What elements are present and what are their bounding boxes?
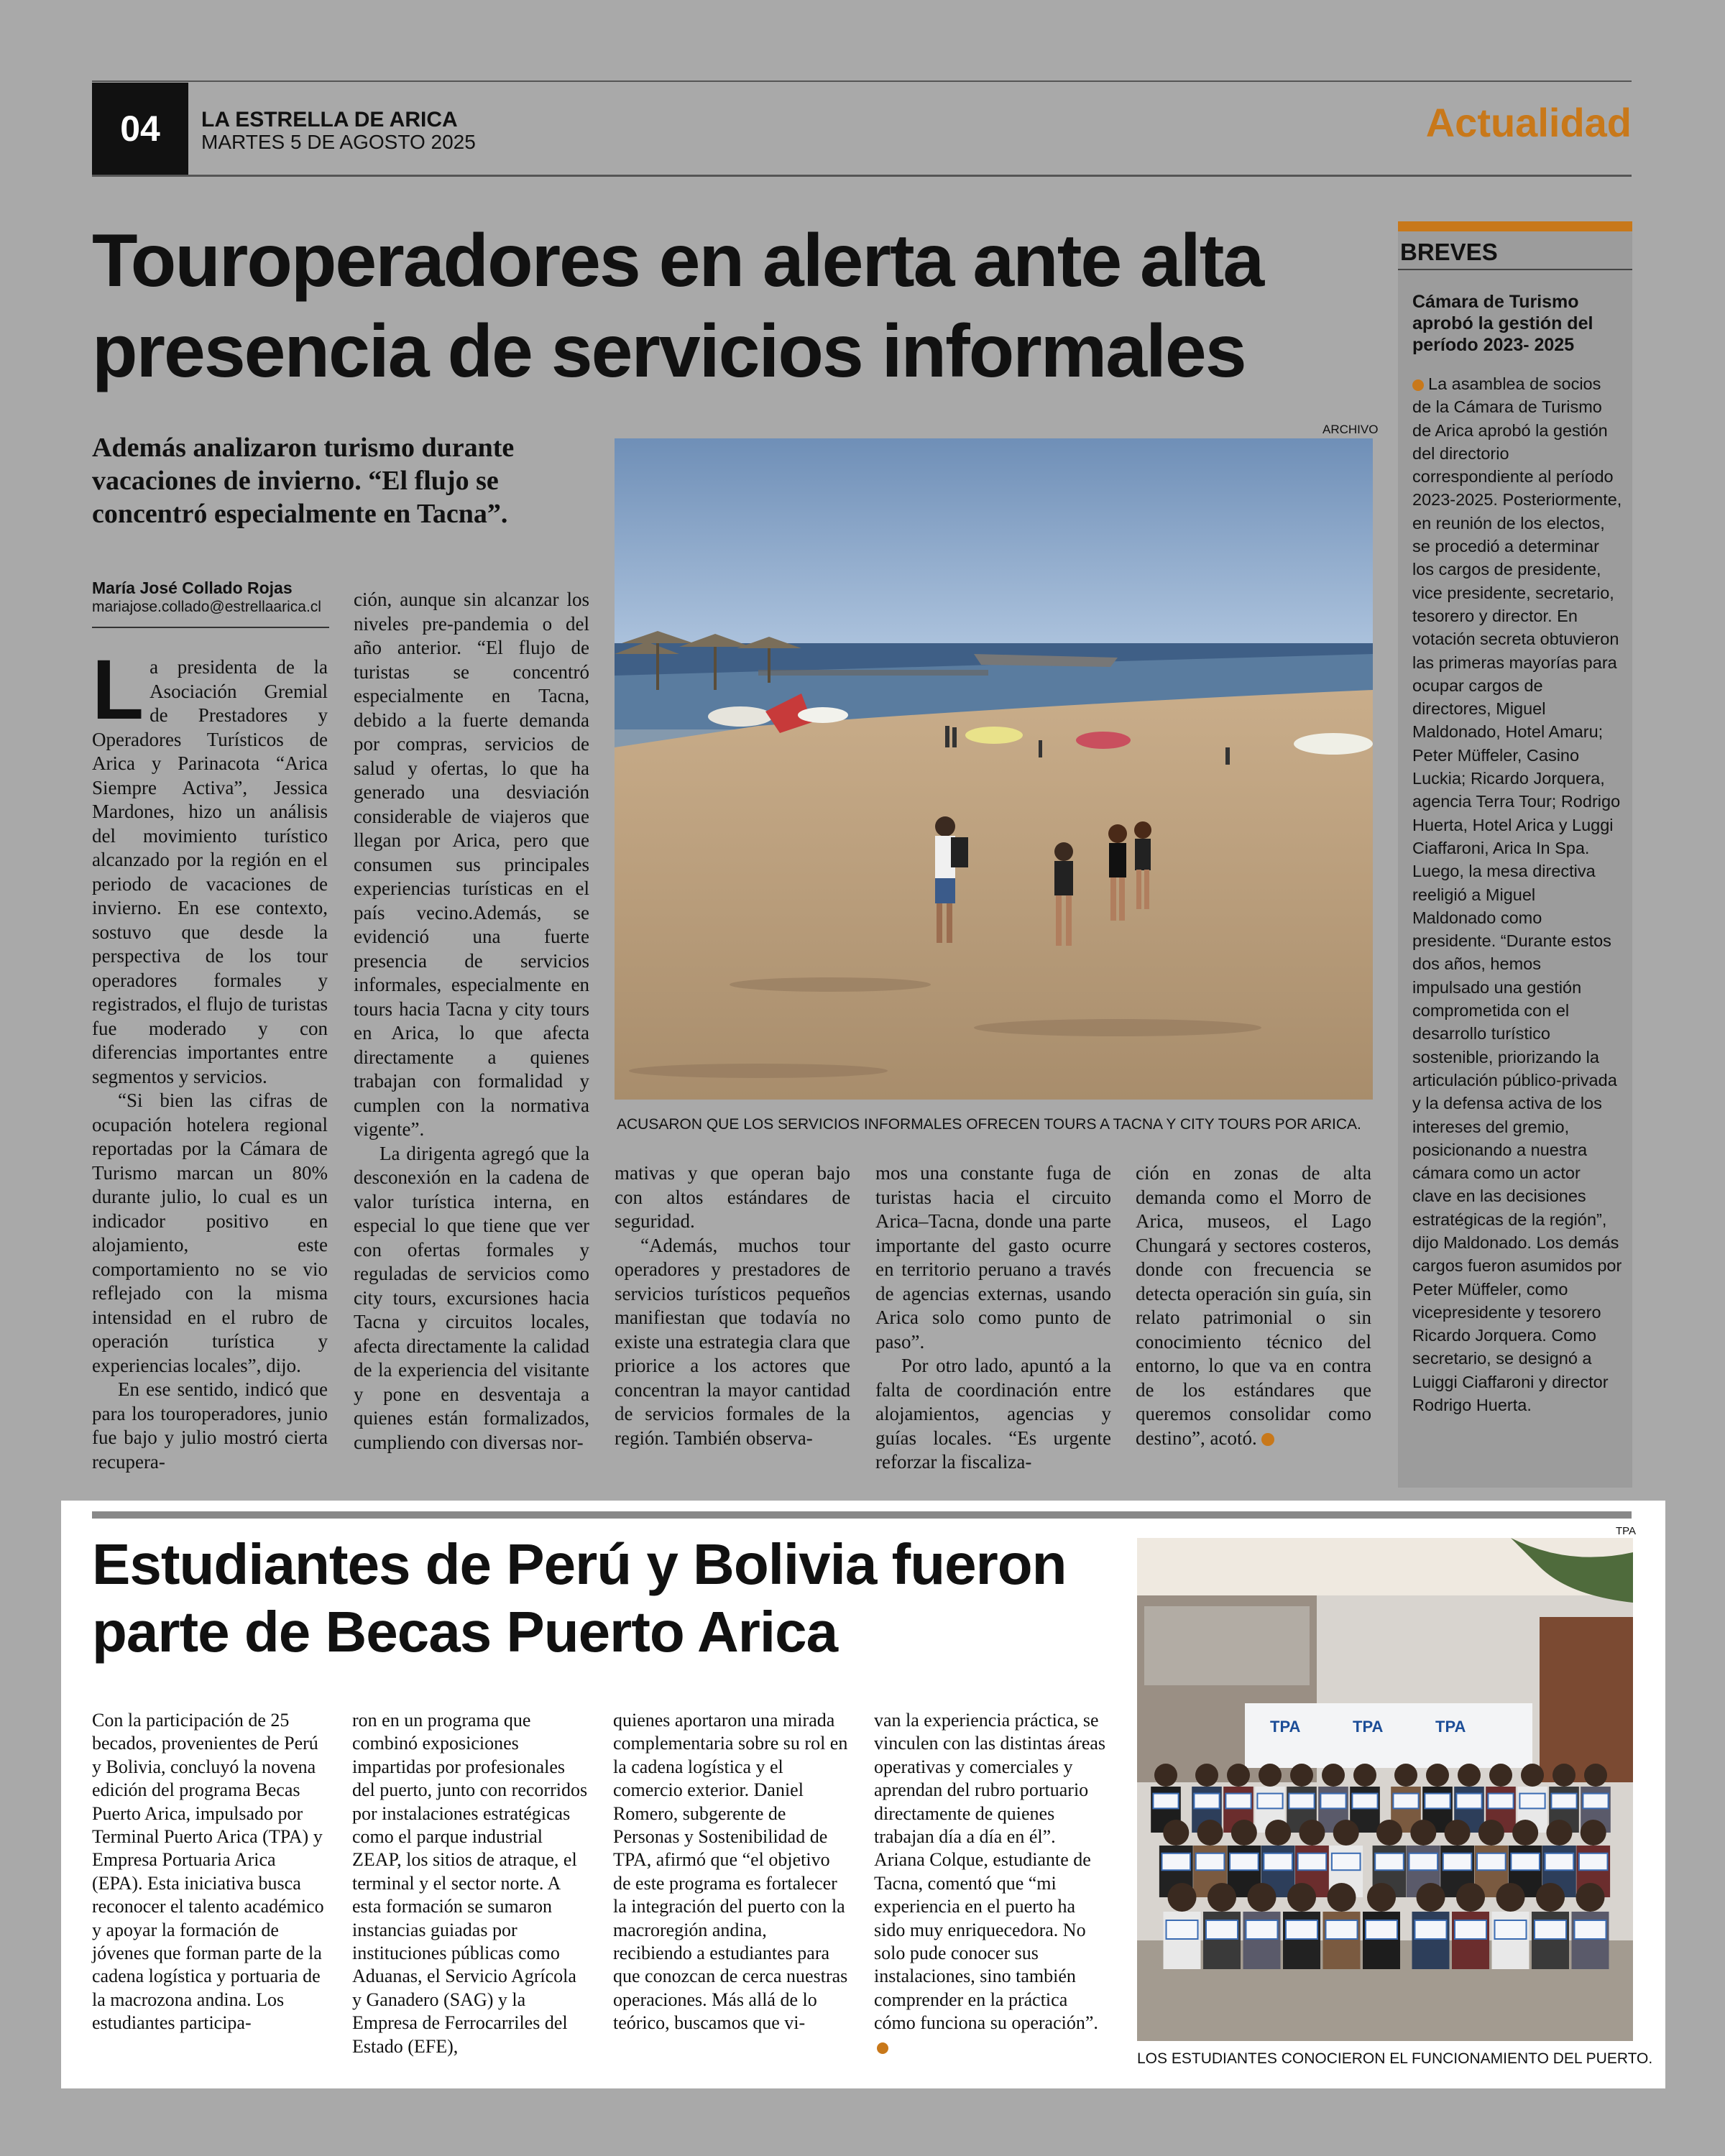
certificate (1545, 1853, 1574, 1870)
person-head (1576, 1883, 1605, 1912)
certificate (1286, 1920, 1317, 1939)
photo-caption: ACUSARON QUE LOS SERVICIOS INFORMALES OFRECEN TOURS A TACNA Y CITY TOURS POR ARICA. (617, 1116, 1361, 1133)
person-head (1478, 1820, 1504, 1846)
article-headline: Touroperadores en alerta ante alta presencia de servicios informales (92, 219, 1264, 393)
newspaper-name: LA ESTRELLA DE ARICA (201, 108, 458, 132)
person-head (1512, 1820, 1538, 1846)
certificate (1519, 1794, 1545, 1809)
certificate (1289, 1794, 1314, 1809)
article-column-3 (615, 1161, 850, 1450)
article-column-4 (875, 1161, 1111, 1475)
banner-text: TPA (1270, 1718, 1301, 1736)
person-head (1536, 1883, 1565, 1912)
paragraph: ción, aunque sin alcanzar los niveles pre-pandemia o del año anterior. “El flujo de turistas se concentró especialmente en Tacna, debido a la fuerte demanda por compras, servicios de salud y ofertas, lo que ha generado una desviación considerable de viajeros que llegan por Arica, pero que consumen sus principales experiencias turísticas en el país vecino.Además, se evidenció una fuerte presencia de servicios informales, especialmente en tours hacia Tacna y city tours en Arica, lo que afecta directamente a quienes trabajan con formalidad y cumplen con la normativa vigente”. (354, 589, 589, 1140)
article-column-2 (354, 588, 589, 1455)
certificate (1488, 1794, 1513, 1809)
paragraph: “Además, muchos tour operadores y prestadores de servicios turísticos pequeños manifiestan que todavía no existe una estrategia clara que priorice a los actores que concentran la mayor cantidad de servicios formales de la región. También observa- (615, 1234, 850, 1449)
person-head (1163, 1820, 1189, 1846)
person-head (1154, 1764, 1177, 1787)
person-head (1521, 1764, 1544, 1787)
certificate (1415, 1920, 1447, 1939)
certificate (1320, 1794, 1346, 1809)
person-head (1376, 1820, 1402, 1846)
person-head (1367, 1883, 1396, 1912)
breves-rule (1398, 269, 1632, 270)
article-deck: Además analizaron turismo durante vacaciones de invierno. “El flujo se concentró especialmente en Tacna”. (92, 433, 515, 529)
certificate (1167, 1920, 1198, 1939)
person-head (1456, 1883, 1485, 1912)
certificate (1246, 1920, 1278, 1939)
person-head (1546, 1820, 1572, 1846)
paragraph: mativas y que operan bajo con altos estándares de seguridad. (615, 1162, 850, 1232)
article-column-5 (1136, 1161, 1371, 1450)
person-head (1208, 1883, 1236, 1912)
person-head (1552, 1764, 1576, 1787)
author-name: María José Collado Rojas (92, 579, 293, 597)
certificate (1443, 1853, 1472, 1870)
article2-headline: Estudiantes de Perú y Bolivia fueron parte de Becas Puerto Arica (92, 1532, 1067, 1664)
certificate (1583, 1794, 1608, 1809)
banner-text: TPA (1435, 1718, 1466, 1736)
paragraph: Por otro lado, apuntó a la falta de coordinación entre alojamientos, agencias y guías locales. “Es urgente reforzar la fiscaliza- (875, 1355, 1111, 1473)
person-head (1417, 1883, 1445, 1912)
person-head (1353, 1764, 1376, 1787)
certificate (1225, 1794, 1251, 1809)
person-head (1259, 1764, 1282, 1787)
beach-illustration (615, 438, 1373, 1100)
certificate (1535, 1920, 1566, 1939)
person-head (1231, 1820, 1257, 1846)
certificate (1425, 1794, 1450, 1809)
person-head (1426, 1764, 1449, 1787)
article2-rule (92, 1511, 1632, 1519)
photo-credit: ARCHIVO (1322, 423, 1379, 436)
certificate (1579, 1853, 1608, 1870)
person-head (1581, 1820, 1606, 1846)
paragraph: ción en zonas de alta demanda como el Morro de Arica, museos, el Lago Chungará y sectores costeros, donde con frecuencia se detecta operación sin guía, sin relato patrimonial o sin conocimiento técnico del entorno, lo que va en contra de los estándares que queremos consolidar como destino”, acotó. (1136, 1162, 1371, 1449)
certificate (1162, 1853, 1190, 1870)
person-head (1290, 1764, 1313, 1787)
person-head (1265, 1820, 1291, 1846)
person-head (1489, 1764, 1512, 1787)
certificate (1575, 1920, 1606, 1939)
breves-headline: Cámara de Turismo aprobó la gestión del período 2023- 2025 (1412, 292, 1593, 355)
certificate (1257, 1794, 1282, 1809)
paragraph: “Si bien las cifras de ocupación hotelera regional reportadas por la Cámara de Turismo marcan un 80% durante julio, lo cual es un indicador positivo en alojamiento, este comportamiento no se vio reflejado con la misma intensidad en el rubro de operación turística y experiencias locales”, dijo. (92, 1089, 328, 1376)
person-head (1496, 1883, 1525, 1912)
paragraph: mos una constante fuga de turistas hacia el circuito Arica–Tacna, donde una parte importante del gasto ocurre en territorio peruano a través de agencias externas, usando Arica solo como punto de paso”. (875, 1162, 1111, 1353)
certificate (1264, 1853, 1292, 1870)
article2-column-4 (874, 1709, 1110, 2058)
certificate (1366, 1920, 1397, 1939)
person-head (1328, 1883, 1356, 1912)
certificate (1551, 1794, 1576, 1809)
certificate (1456, 1794, 1481, 1809)
header-rule-bottom (92, 175, 1632, 177)
person-head (1333, 1820, 1359, 1846)
certificate (1352, 1794, 1377, 1809)
photo-caption: LOS ESTUDIANTES CONOCIERON EL FUNCIONAMIENTO DEL PUERTO. (1137, 2050, 1653, 2067)
article2-column-1: Con la participación de 25 becados, provenientes de Perú y Bolivia, concluyó la novena edición del programa Becas Puerto Arica, impulsado por Terminal Puerto Arica (TPA) y Empresa Portuaria Arica (EPA). Esta iniciativa busca reconocer el talento académico y apoyar la formación de jóvenes que forman parte de la cadena logística y portuaria de la macrozona andina. Los estudiantes participa- (92, 1710, 324, 2034)
group-illustration (1137, 1538, 1633, 2041)
certificate (1375, 1853, 1404, 1870)
end-mark-icon (1261, 1433, 1274, 1446)
certificate (1511, 1853, 1540, 1870)
certificate (1298, 1853, 1327, 1870)
drop-cap: L (92, 642, 144, 737)
certificate (1194, 1794, 1219, 1809)
article-column-1 (92, 642, 328, 1474)
section-label: Actualidad (1425, 100, 1632, 145)
certificate (1409, 1853, 1438, 1870)
certificate (1455, 1920, 1486, 1939)
breves-text: La asamblea de socios de la Cámara de Turismo de Arica aprobó la gestión del directorio correspondiente al período 2023-2025. Posteriormente, en reunión de los electos, se procedió a determinar los cargos de presidente, vice presidente, secretario, tesorero y director. En votación secreta obtuvieron las primeras mayorías para ocupar cargos de directores, Miguel Maldonado, Hotel Amaru; Peter Müffeler, Casino Luckia; Ricardo Jorquera, agencia Terra Tour; Rodrigo Huerta, Hotel Arica y Luggi Ciaffaroni, Arica In Spa. Luego, la mesa directiva reeligió a Miguel Maldonado como presidente. “Durante estos dos años, hemos impulsado una gestión comprometida con el desarrollo turístico sostenible, priorizando la articulación público-privada y la defensa activa de los intereses del gremio, posicionando a nuestra cámara como un actor clave en las decisiones estratégicas de la región”, dijo Maldonado. Los demás cargos fueron asumidos por Peter Müffeler, como vicepresidente y tesorero Ricardo Jorquera. Como secretario, se designó a Luiggi Ciaffaroni y director Rodrigo Huerta. (1412, 374, 1622, 1415)
person-head (1248, 1883, 1276, 1912)
certificate (1230, 1853, 1259, 1870)
issue-date: MARTES 5 DE AGOSTO 2025 (201, 131, 476, 153)
certificate (1153, 1794, 1178, 1809)
person-head (1322, 1764, 1345, 1787)
paragraph: La dirigenta agregó que la desconexión en la cadena de valor turística interna, en especial lo que tiene que ver con ofertas formales y reguladas de servicios como city tours, excursiones hacia Tacna y circuitos locales, afecta directamente la calidad de la experiencia del visitante y pone en desventaja a quienes están formalizados, cumpliendo con diversas nor- (354, 1142, 589, 1453)
certificate (1477, 1853, 1506, 1870)
end-mark-icon (877, 2042, 888, 2054)
certificate (1206, 1920, 1238, 1939)
author-email[interactable]: mariajose.collado@estrellaarica.cl (92, 599, 321, 615)
person-head (1299, 1820, 1325, 1846)
certificate (1332, 1853, 1361, 1870)
person-head (1168, 1883, 1197, 1912)
person-head (1197, 1820, 1223, 1846)
article2-column-3: quienes aportaron una mirada complementaria sobre su rol en la cadena logística y el comercio exterior. Daniel Romero, subgerente de Personas y Sostenibilidad de TPA, afirmó que “el objetivo de este programa es fortalecer la integración del puerto con la macroregión andina, recibiendo a estudiantes para que conozcan de cerca nuestras operaciones. Más allá de lo teórico, buscamos que vi- (613, 1710, 848, 2034)
header-rule (92, 80, 1632, 82)
certificate (1196, 1853, 1225, 1870)
certificate (1326, 1920, 1358, 1939)
beach-photo (615, 438, 1373, 1100)
breves-body (1412, 372, 1622, 1416)
person-head (1584, 1764, 1607, 1787)
banner-text: TPA (1353, 1718, 1384, 1736)
article2-column-2: ron en un programa que combinó exposiciones impartidas por profesionales del puerto, junto con recorridos por instalaciones estratégicas como el parque industrial ZEAP, los sitios de atraque, el terminal y el sector norte. A esta formación se sumaron instancias guiadas por instituciones públicas como Aduanas, el Servicio Agrícola y Ganadero (SAG) y la Empresa de Ferrocarriles del Estado (EFE), (352, 1710, 588, 2057)
certificate (1393, 1794, 1418, 1809)
certificate (1495, 1920, 1527, 1939)
bullet-icon (1412, 379, 1424, 391)
person-head (1458, 1764, 1481, 1787)
breves-title: BREVES (1400, 239, 1498, 265)
paragraph: van la experiencia práctica, se vinculen con las distintas áreas operativas y comerciales y aprendan del rubro portuario directamente de quienes trabajan día a día en él”. Ariana Colque, estudiante de Tacna, comentó que “mi experiencia en el puerto ha sido muy enriquecedora. No solo pude conocer sus instalaciones, sino también comprender en la práctica cómo funciona su operación”. (874, 1710, 1106, 2034)
breves-accent-bar (1398, 221, 1632, 231)
person-head (1227, 1764, 1250, 1787)
person-head (1287, 1883, 1316, 1912)
paragraph: a presidenta de la Asociación Gremial de Prestadores y Operadores Turísticos de Arica y Parinacota “Arica Siempre Activa”, Jessica Mardones, hizo un análisis del movimiento turístico alcanzado por la región en el periodo de vacaciones de invierno. En ese contexto, sostuvo que desde la perspectiva de los tour operadores formales y registrados, el flujo de turistas fue moderado y con diferencias importantes entre segmentos y servicios. (92, 656, 328, 1087)
author-rule (92, 627, 329, 628)
person-head (1394, 1764, 1417, 1787)
page-number: 04 (92, 83, 188, 175)
photo-credit: TPA (1616, 1525, 1637, 1537)
person-head (1410, 1820, 1436, 1846)
paragraph: En ese sentido, indicó que para los touroperadores, junio fue bajo y julio mostró cierta recupera- (92, 1378, 328, 1473)
person-head (1195, 1764, 1218, 1787)
students-group-photo (1137, 1538, 1633, 2041)
person-head (1445, 1820, 1471, 1846)
